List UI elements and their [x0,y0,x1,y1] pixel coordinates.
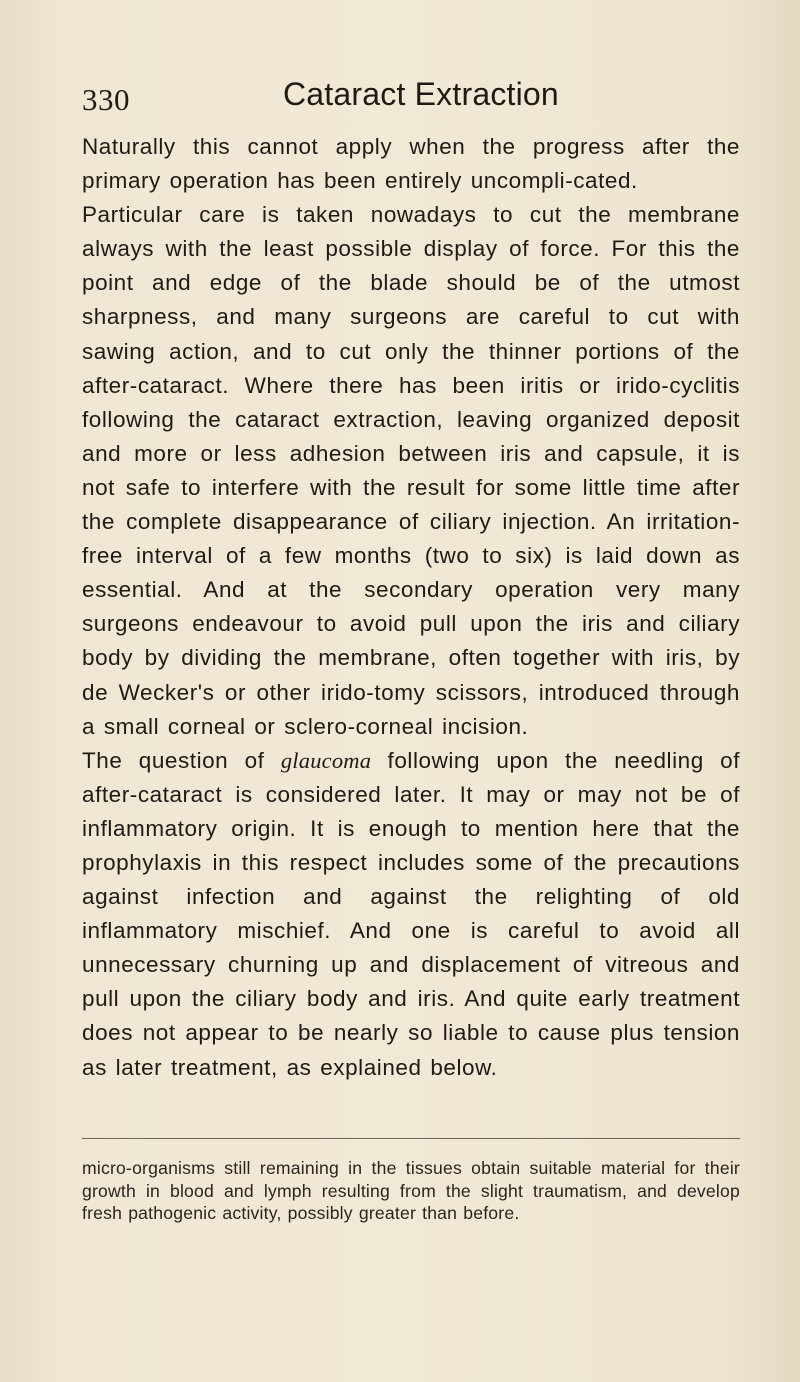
paragraph-3-rest: following upon the needling of after-cataract is considered later. It may or may not be of inflammatory origin. It is enough to mention here that the prophylaxis in this respect includes some of the precautions against infection and against the relighting of old inflammatory mischief. And one is careful to avoid all unnecessary churning up and displacement of vitreous and pull upon the ciliary body and iris. And quite early treatment does not appear to be nearly so liable to cause plus tension as later treatment, as explained below. [82,747,741,1080]
italic-term-glaucoma: glaucoma [280,747,372,773]
page-number: 330 [82,82,130,117]
paragraph-3-lead: The question of [82,747,281,773]
paragraph-2: Particular care is taken nowadays to cut the membrane always with the least possible display of force. For this the point and edge of the blade should be of the utmost sharpness, and many surgeons are careful to cut with sawing action, and to cut only the thinner portions of the after-cataract. Where there has been iritis or irido-cyclitis following the cataract extraction, leaving organized deposit and more or less adhesion between iris and capsule, it is not safe to interfere with the result for some little time after the complete disappearance of ciliary injection. An irritation-free interval of a few months (two to six) is laid down as essential. And at the secondary operation very many surgeons endeavour to avoid pull upon the iris and ciliary body by dividing the membrane, often together with iris, by de Wecker's or other irido-tomy scissors, introduced through a small corneal or sclero-corneal incision. [82,202,740,739]
footnote-divider [82,1138,740,1139]
running-head: Cataract Extraction [283,76,559,112]
footnote-text: micro-organisms still remaining in the tissues obtain suitable material for their growth in blood and lymph resulting from the slight traumatism, and develop fresh pathogenic activity, possibly greater than before. [82,1158,740,1224]
footnote [82,1157,740,1225]
body-text [82,130,740,1085]
page-header [82,76,742,124]
paragraph-1: Naturally this cannot apply when the progress after the primary operation has been entirely uncompli-cated. [82,134,740,194]
paragraph-3 [82,744,740,1085]
